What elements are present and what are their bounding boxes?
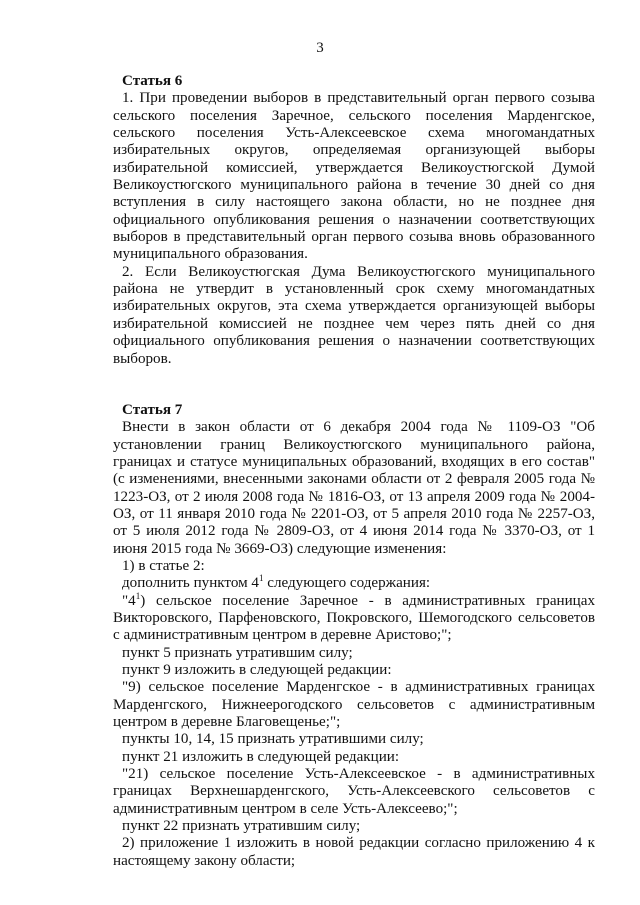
point-4-1-text: ) сельское поселение Заречное - в административных границах Викторовского, Парфеновского, Покровского, Шемогодского сельсоветов с административным центром в деревне Аристово;"; xyxy=(113,592,595,644)
page-number: 3 xyxy=(316,40,324,56)
article-6-paragraph-1: 1. При проведении выборов в представительный орган первого созыва сельского поселения Заречное, сельского поселения Марденгское, сельского поселения Усть-Алексеевское схема многомандатных избирательных округов, определяемая организующей выборы избирательной комиссией, утверждается Великоустюгской Думой Великоустюгского муниципального района в течение 30 дней со дня вступления в силу настоящего закона области, но не позднее дня официального опубликования решения о назначении соответствующих выборов в представительный орган первого созыва вновь образованного муниципального образования. xyxy=(113,90,595,263)
article-7-add-point xyxy=(113,575,595,592)
point-4-1-number: "4 xyxy=(122,592,136,609)
article-7-point-9-intro: пункт 9 изложить в следующей редакции: xyxy=(122,662,392,678)
article-7-points-10-14-15: пункты 10, 14, 15 признать утратившими силу; xyxy=(122,731,424,748)
article-6-title: Статья 6 xyxy=(122,73,183,89)
article-7-item-2: 2) приложение 1 изложить в новой редакции согласно приложению 4 к настоящему закону области; xyxy=(113,835,595,869)
add-point-text-end: следующего содержания: xyxy=(263,575,431,592)
article-6-paragraph-2: 2. Если Великоустюгская Дума Великоустюгского муниципального района не утвердит в установленный срок схему многомандатных избирательных округов, эта схема утверждается организующей выборы избирательной комиссией не позднее чем через пять дней со дня официального опубликования решения о назначении соответствующих выборов. xyxy=(113,263,595,367)
document-body xyxy=(113,73,595,870)
article-7-point-5: пункт 5 признать утратившим силу; xyxy=(122,644,353,661)
section-spacer xyxy=(113,368,595,402)
article-7-point-4-1 xyxy=(113,590,595,645)
superscript-index: 1 xyxy=(258,573,264,584)
article-7-point-22: пункт 22 признать утратившим силу; xyxy=(122,818,361,835)
article-7-point-21-intro: пункт 21 изложить в следующей редакции: xyxy=(122,748,400,765)
add-point-text-start: дополнить пунктом 4 xyxy=(122,575,259,592)
superscript-index-2: 1 xyxy=(135,590,141,601)
article-7-point-9-text: "9) сельское поселение Марденгское - в административных границах Марденгского, Нижнеерогодского сельсоветов с административным центром в деревне Благовещенье;"; xyxy=(113,679,595,731)
article-7-title: Статья 7 xyxy=(122,401,183,418)
article-7-intro: Внести в закон области от 6 декабря 2004 года № 1109-ОЗ "Об установлении границ Великоустюгского муниципального района, границах и статусе муниципальных образований, входящих в его состав" (с изменениями, внесенными законами области от 2 февраля 2005 года № 1223-ОЗ, от 2 июля 2008 года № 1816-ОЗ, от 13 апреля 2009 года № 2004-ОЗ, от 11 января 2010 года № 2201-ОЗ, от 5 апреля 2010 года № 2257-ОЗ, от 5 июля 2012 года № 2809-ОЗ, от 4 июня 2014 года № 3370-ОЗ, от 1 июня 2015 года № 3669-ОЗ) следующие изменения: xyxy=(113,419,595,557)
article-7-item-1: 1) в статье 2: xyxy=(122,557,205,574)
article-7-point-21-text: "21) сельское поселение Усть-Алексеевское - в административных границах Верхнешарденгского, Усть-Алексеевского сельсоветов с административным центром в селе Усть-Алексеево;"; xyxy=(113,766,595,817)
